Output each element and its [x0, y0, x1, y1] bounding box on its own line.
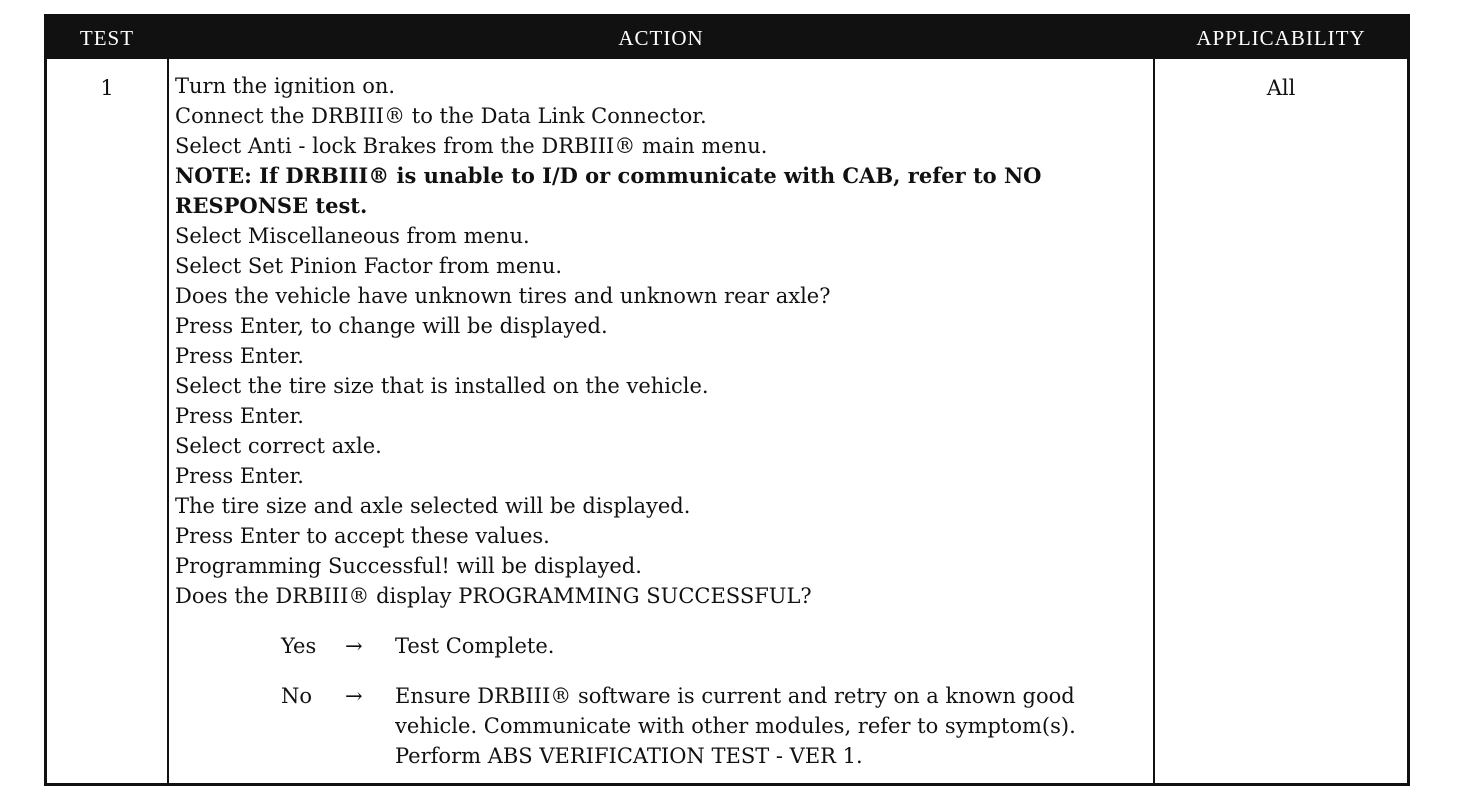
applicability-value: All — [1266, 76, 1296, 100]
outcome-no-label: No — [281, 684, 313, 708]
column-divider-1 — [167, 59, 169, 783]
table-header — [47, 17, 1407, 59]
outcome-no — [175, 681, 1147, 771]
action-step: The tire size and axle selected will be displayed. — [175, 494, 691, 518]
outcome-no-line: vehicle. Communicate with other modules, refer to symptom(s). — [395, 714, 1076, 738]
action-step: Does the DRBIII® display PROGRAMMING SUCCESSFUL? — [175, 584, 812, 608]
outcome-no-result — [395, 681, 1147, 771]
action-step: Connect the DRBIII® to the Data Link Connector. — [175, 104, 707, 128]
action-step: Press Enter to accept these values. — [175, 524, 550, 548]
action-step: Does the vehicle have unknown tires and unknown rear axle? — [175, 284, 831, 308]
action-step: Select correct axle. — [175, 434, 382, 458]
action-step: Press Enter. — [175, 404, 304, 428]
test-number: 1 — [100, 76, 114, 100]
action-step: Select Anti - lock Brakes from the DRBIII® main menu. — [175, 134, 768, 158]
outcome-yes — [175, 631, 1147, 661]
action-step: Turn the ignition on. — [175, 74, 396, 98]
action-step: Select Set Pinion Factor from menu. — [175, 254, 563, 278]
action-cell — [175, 71, 1147, 771]
action-step: Press Enter, to change will be displayed. — [175, 314, 608, 338]
action-step: Select Miscellaneous from menu. — [175, 224, 530, 248]
outcome-no-line: Ensure DRBIII® software is current and retry on a known good — [395, 684, 1075, 708]
outcome-yes-label: Yes — [281, 634, 317, 658]
outcome-no-line: Perform ABS VERIFICATION TEST - VER 1. — [395, 744, 863, 768]
action-step: Programming Successful! will be displayed. — [175, 554, 642, 578]
arrow-right-icon: → — [345, 684, 363, 708]
header-action: ACTION — [618, 26, 704, 50]
outcome-yes-result: Test Complete. — [395, 634, 555, 658]
action-step: Select the tire size that is installed on the vehicle. — [175, 374, 709, 398]
action-step: Press Enter. — [175, 464, 304, 488]
header-test: TEST — [79, 26, 135, 50]
arrow-right-icon: → — [345, 634, 363, 658]
action-step: Press Enter. — [175, 344, 304, 368]
diagnostic-table — [44, 14, 1410, 786]
header-applicability: APPLICABILITY — [1196, 26, 1366, 50]
action-note: NOTE: If DRBIII® is unable to I/D or communicate with CAB, refer to NO RESPONSE test. — [175, 163, 1042, 218]
column-divider-2 — [1153, 59, 1155, 783]
